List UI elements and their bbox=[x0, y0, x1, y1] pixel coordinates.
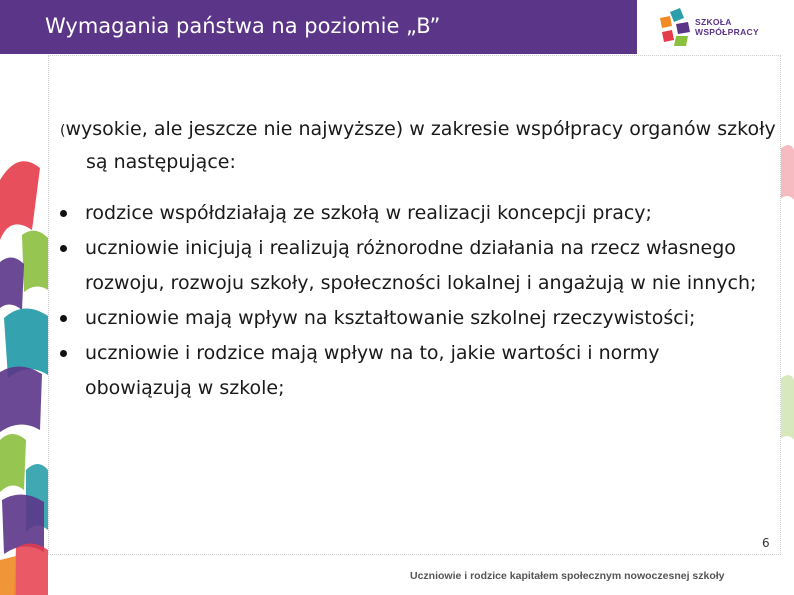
intro-paren: ( bbox=[60, 123, 66, 139]
bullet-icon bbox=[60, 210, 67, 217]
page-number: 6 bbox=[762, 536, 770, 550]
bullet-icon bbox=[60, 315, 67, 322]
logo-line-1: SZKOŁA bbox=[695, 17, 732, 27]
list-item bbox=[60, 336, 760, 406]
logo-text bbox=[695, 17, 759, 37]
list-item-text: rodzice współdziałają ze szkołą w realizacji koncepcji pracy; bbox=[85, 202, 652, 224]
bullet-icon bbox=[60, 350, 67, 357]
logo-line-2: WSPÓŁPRACY bbox=[695, 27, 759, 37]
szkola-wspolpracy-logo bbox=[656, 8, 766, 50]
book-logo-icon bbox=[656, 8, 696, 50]
list-item-text: uczniowie mają wpływ na kształtowanie szkolnej rzeczywistości; bbox=[85, 307, 696, 329]
requirements-list bbox=[60, 196, 760, 406]
list-item bbox=[60, 196, 760, 231]
title-bar bbox=[0, 0, 637, 54]
slide-title: Wymagania państwa na poziomie „B” bbox=[45, 14, 441, 38]
list-item bbox=[60, 231, 760, 301]
footer-text: Uczniowie i rodzice kapitałem społecznym nowoczesnej szkoły bbox=[410, 570, 725, 582]
bullet-icon bbox=[60, 245, 67, 252]
list-item-text: uczniowie inicjują i realizują różnorodne działania na rzecz własnego rozwoju, rozwoju szkoły, społeczności lokalnej i angażują w nie innych; bbox=[85, 237, 757, 294]
list-item bbox=[60, 301, 760, 336]
list-item-text: uczniowie i rodzice mają wpływ na to, jakie wartości i normy obowiązują w szkole; bbox=[85, 342, 660, 399]
intro-text: wysokie, ale jeszcze nie najwyższe) w zakresie współpracy organów szkoły są następujące: bbox=[65, 118, 776, 173]
intro-paragraph bbox=[60, 114, 776, 178]
